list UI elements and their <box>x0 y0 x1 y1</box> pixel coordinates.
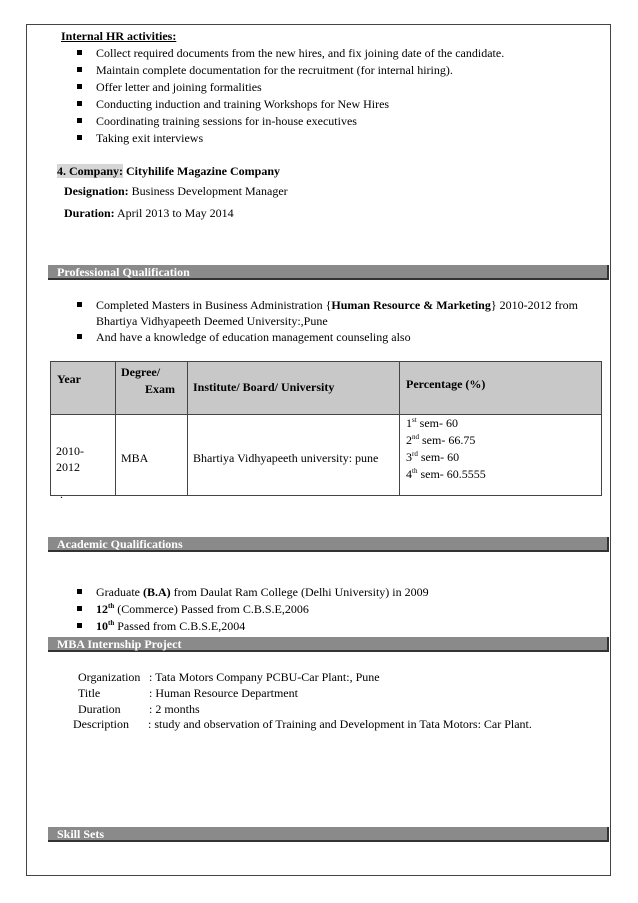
list-item: Conducting induction and training Workshops for New Hires <box>60 96 600 113</box>
list-item: 12th (Commerce) Passed from C.B.S.E,2006 <box>60 601 600 618</box>
duration-label: Duration: <box>64 206 115 220</box>
item-text: } 2010-2012 from <box>490 298 578 312</box>
section-academic: Academic Qualifications <box>48 537 609 552</box>
list-item: Taking exit interviews <box>60 130 600 147</box>
list-item: And have a knowledge of education management counseling also <box>60 329 592 346</box>
list-item: Collect required documents from the new hires, and fix joining date of the candidate. <box>60 45 600 62</box>
header-institute: Institute/ Board/ University <box>188 362 400 415</box>
item-text: Completed Masters in Business Administration { <box>96 298 332 312</box>
row-value: : 2 months <box>149 702 200 716</box>
list-item: 10th Passed from C.B.S.E,2004 <box>60 618 600 635</box>
list-item: Coordinating training sessions for in-house executives <box>60 113 600 130</box>
row-value: : Human Resource Department <box>149 686 298 700</box>
list-item: Maintain complete documentation for the recruitment (for internal hiring). <box>60 62 600 79</box>
hr-heading: Internal HR activities: <box>61 29 177 43</box>
row-label: Description <box>73 717 129 731</box>
section-professional: Professional Qualification <box>48 265 609 280</box>
section-skills: Skill Sets <box>48 827 609 842</box>
hr-list <box>60 45 600 147</box>
company-line <box>57 164 280 179</box>
section-internship: MBA Internship Project <box>48 637 609 652</box>
row-label: Organization <box>78 670 141 684</box>
designation-line <box>64 184 288 199</box>
table-row <box>51 415 602 496</box>
designation-value: Business Development Manager <box>128 184 288 198</box>
cell-degree: MBA <box>116 415 188 496</box>
header-percentage: Percentage (%) <box>400 362 602 415</box>
sem-1: 1st sem- 60 <box>406 416 458 430</box>
cell-institute: Bhartiya Vidhyapeeth university: pune <box>188 415 400 496</box>
item-text: Bhartiya Vidhyapeeth Deemed University:,Pune <box>96 314 328 328</box>
designation-label: Designation: <box>64 184 129 198</box>
year-line1: 2010- <box>56 444 84 458</box>
sem-3: 3rd sem- 60 <box>406 450 460 464</box>
company-label: 4. Company: <box>57 164 124 178</box>
list-item <box>60 297 592 329</box>
row-label: Title <box>78 686 101 700</box>
sem-4: 4th sem- 60.5555 <box>406 467 486 481</box>
duration-value: April 2013 to May 2014 <box>114 206 234 220</box>
header-degree-line1: Degree/ <box>121 365 161 379</box>
cell-year <box>51 415 116 496</box>
row-value: : study and observation of Training and Development in Tata Motors: Car Plant. <box>148 717 532 731</box>
duration-line <box>64 206 234 221</box>
academic-list <box>60 584 600 635</box>
cell-percentage <box>400 415 602 496</box>
row-label: Duration <box>78 702 121 716</box>
list-item: Offer letter and joining formalities <box>60 79 600 96</box>
stray-dot: . <box>60 487 63 501</box>
header-year: Year <box>51 362 116 415</box>
row-value: : Tata Motors Company PCBU-Car Plant:, Pune <box>149 670 380 684</box>
header-degree-line2: Exam <box>145 382 175 396</box>
table-header-row <box>51 362 602 415</box>
qualification-table <box>50 361 602 496</box>
list-item: Graduate (B.A) from Daulat Ram College (Delhi University) in 2009 <box>60 584 600 601</box>
company-name: Cityhilife Magazine Company <box>123 164 281 178</box>
year-line2: 2012 <box>56 460 80 474</box>
sem-2: 2nd sem- 66.75 <box>406 433 476 447</box>
item-bold: Human Resource & Marketing <box>331 298 491 312</box>
header-degree <box>116 362 188 415</box>
professional-list <box>60 297 592 346</box>
